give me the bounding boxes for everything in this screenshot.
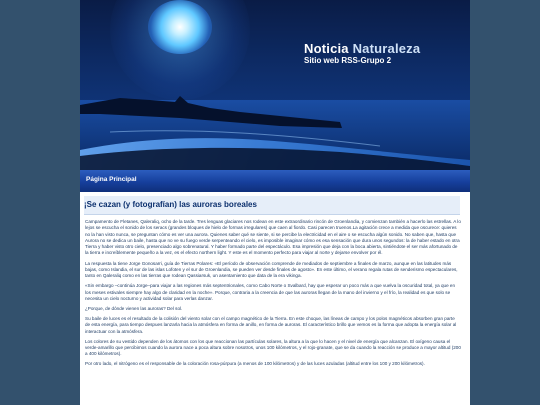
site-subtitle: Sitio web RSS-Grupo 2 [304, 56, 392, 65]
post-paragraph: Campamento de Fletanes, Qaleraliq, ocho de la tarde. Tres lenguas glaciares nos rodean en este extraordinario rincón de Groenlandia, y comienzan también a hacerlo las estrellas. A lo lejos se escucha el sonido de los seracs (grandes bloques de hielo de formas irregulares) que caen al fiordo. Casi parecen truenos.La agitación crece a medida que oscurece: quieres no la han visto nunca, se preguntan cómo es ver una aurora. Quienes saber qué se siente, si se percibe la electricidad en el aire o se escucha algún sonido. No saben que, hasta que Aurora no se dedica un baile, hasta que no ve su fuego verde serpenteando el cielo, es imposible imaginar cómo es esa sensación que dura unos segundos: la de haber estado en otra Tierra y haber visto otro cielo, presenciado algo sobrenatural. Y haber formado parte del espectáculo. Esa impresión que deja con la boca abierta, sintiéndote el ser más afortunado de la tierra e increíblemente pequeño a la vez, es el efecto northern light. Y este es el momento perfecto para viajar al norte y dejarse envolver por él. [85, 219, 461, 256]
site-title[interactable] [304, 41, 420, 56]
post-paragraph: Por otro lado, el nitrógeno es el responsable de la coloración rosa-púrpura (a menos de 100 kilómetros) y de las luces azuladas (altitud entre los 100 y 200 kilómetros). [85, 361, 425, 367]
post-paragraph: Los colores de su vestido dependen de los átomos con los que reaccionan las partículas solares, la altura a la que lo hacen y el nivel de energía que alcanzan. El oxígeno causa el verde-amarillo que percibimos cuando la aurora nace a poca altura sobre nosotros, unos 100 kilómetros, y el rojo-granate, que se da cuando la reacción se produce a mayor altitud (200 a 400 kilómetros). [85, 338, 461, 357]
site-title-word-2[interactable]: Naturaleza [352, 41, 421, 56]
post-paragraph: La respuesta la tiene Jorge Gonosarri, guía de Tierras Polares: «El período de observación comprende de mediados de septiembre a finales de marzo, aunque en las latitudes más bajas, como Islandia, el sur de las islas Lofoten y el sur de Groenlandia, se pueden ver desde finales de agosto». En este último, el verano regala rutas de senderismo espectaculares, tanto en Qaleraliq como en las tierras que rodean Qassiarsuk, un asentamiento que data de la era vikinga. [85, 260, 458, 279]
header-banner [80, 0, 470, 170]
site-title-word-1[interactable]: Noticia [304, 41, 349, 56]
post-paragraph: «Sin embargo –continúa Jorge–para viajar a las regiones más septentrionales, como Cabo Norte o Svalbard, hay que esperar un poco más a que vuelva la oscuridad total, ya que en los meses estivales siempre hay algo de claridad en la noche». Porque, contraria a la creencia de que las auroras llegan de la mano del invierno y el frío, la realidad es que solo se necesita un cielo nocturno y actividad solar para verlas danzar. [85, 283, 456, 301]
post-body [85, 219, 461, 372]
post-paragraph: ¿Porque, de dónde vienen las auroras? Del sol. [85, 305, 183, 311]
post-paragraph: Su baile de luces es el resultado de la colisión del viento solar con el campo magnético de la Tierra. En este choque, las líneas de campo y los polos magnéticos absorben gran parte de esta energía, para tiempo despues lanzarla hacia la atmósfera en forma de anillo, en forma de auroras. El característico brillo que vemos es la forma que adopta la energía solar al interactuar con la atmósfera. [85, 316, 457, 334]
nav-home-link[interactable]: Página Principal [86, 176, 137, 183]
post-title[interactable]: ¡Se cazan (y fotografían) las auroras boreales [84, 196, 460, 215]
main-navigation [80, 170, 470, 193]
page-container [80, 0, 470, 405]
night-shore-image [80, 0, 470, 170]
main-content [80, 192, 470, 405]
